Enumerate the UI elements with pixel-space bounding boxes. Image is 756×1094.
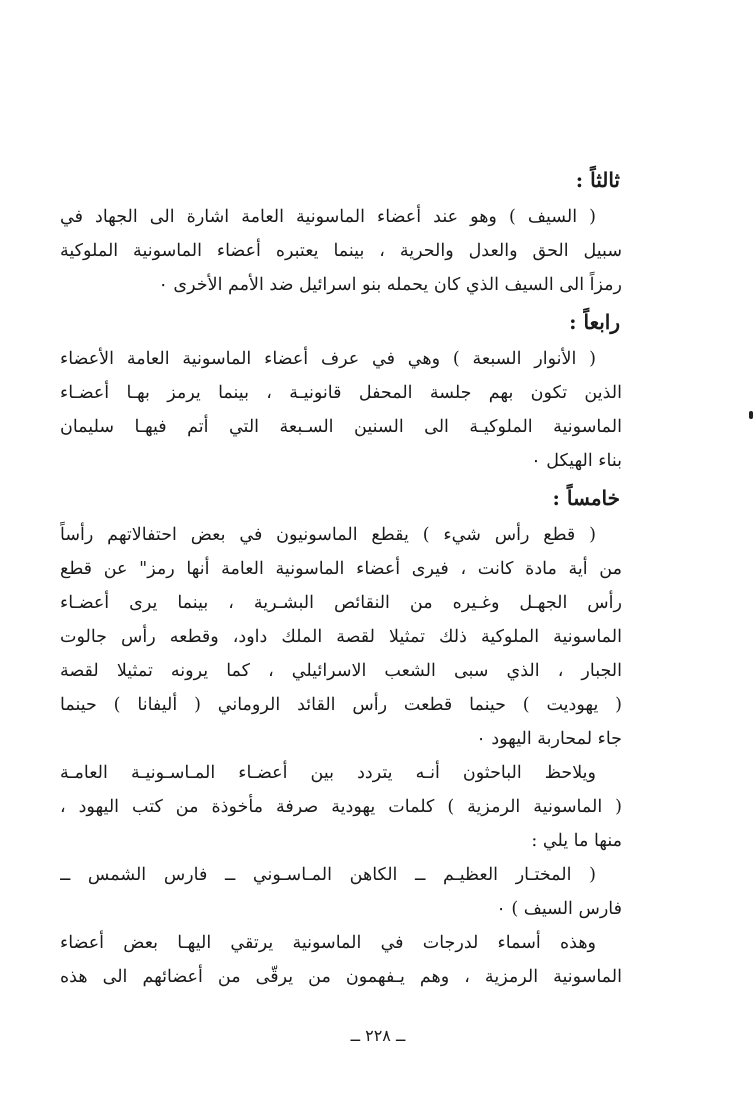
text-line: الذين تكون بهم جلسة المحفل قانونيـة ، بينما يرمز بهـا أعضـاء <box>60 383 622 403</box>
text-line: ( يهوديت ) حينما قطعت رأس القائد الروماني ( أليفانا ) حينما <box>60 695 622 715</box>
text-line: فارس السيف ) ٠ <box>496 899 622 919</box>
text-line: الماسونية الرمزية ، وهم يـفهمون من يرقّى من أعضائهم الى هذه <box>60 967 622 987</box>
text-line: رمزاً الى السيف الذي كان يحمله بنو اسرائيل ضد الأمم الأخرى ٠ <box>158 275 622 295</box>
paragraph-observation <box>60 756 622 858</box>
text-line: بناء الهيكل ٠ <box>531 451 622 471</box>
section-fourth <box>60 302 622 478</box>
text-line: الماسونية الملوكية ذلك تمثيلا لقصة الملك داود، وقطعه رأس جالوت <box>60 627 622 647</box>
text-line: من أية مادة كانت ، فيرى أعضاء الماسونية العامة أنها رمز" عن قطع <box>60 559 622 579</box>
paragraph-degrees <box>60 926 622 994</box>
text-line: ( قطع رأس شيء ) يقطع الماسونيون في بعض احتفالاتهم رأساً <box>60 525 596 545</box>
text-line: ( الأنوار السبعة ) وهي في عرف أعضاء الماسونية العامة الأعضاء <box>60 349 596 369</box>
section-fifth <box>60 478 622 756</box>
text-line: ( السيف ) وهو عند أعضاء الماسونية العامة اشارة الى الجهاد في <box>60 207 596 227</box>
text-line: ( الماسونية الرمزية ) كلمات يهودية صرفة مأخوذة من كتب اليهود ، <box>60 797 622 817</box>
text-line: ( المختـار العظيـم ــ الكاهن المـاسـوني ــ فارس الشمس ــ <box>60 865 596 885</box>
text-line: جاء لمحاربة اليهود ٠ <box>476 729 622 749</box>
section-heading: رابعاً : <box>569 310 620 334</box>
section-third <box>60 160 622 302</box>
page-number: ــ ٢٢٨ ــ <box>350 1026 406 1045</box>
section-heading: خامساً : <box>552 486 620 510</box>
text-line: سبيل الحق والعدل والحرية ، بينما يعتبره أعضاء الماسونية الملوكية <box>60 241 622 261</box>
page-body <box>60 160 622 994</box>
text-line: رأس الجهـل وغـيره من النقائص البشـرية ، بينما يرى أعضـاء <box>60 593 622 613</box>
text-line: ويلاحظ الباحثون أنـه يتردد بين أعضـاء المـاسـونيـة العامـة <box>60 763 596 783</box>
text-line: الجبار ، الذي سبى الشعب الاسرائيلي ، كما يرونه تمثيلا لقصة <box>60 661 622 681</box>
paragraph-terms <box>60 858 622 926</box>
text-line: وهذه أسماء لدرجات في الماسونية يرتقي اليهـا بعض أعضاء <box>60 933 596 953</box>
text-line: الماسونية الملوكيـة الى السنين السـبعة التي أتم فيهـا سليمان <box>60 417 622 437</box>
margin-mark <box>749 411 753 419</box>
section-heading: ثالثاً : <box>575 168 620 192</box>
text-line: منها ما يلي : <box>531 831 622 851</box>
